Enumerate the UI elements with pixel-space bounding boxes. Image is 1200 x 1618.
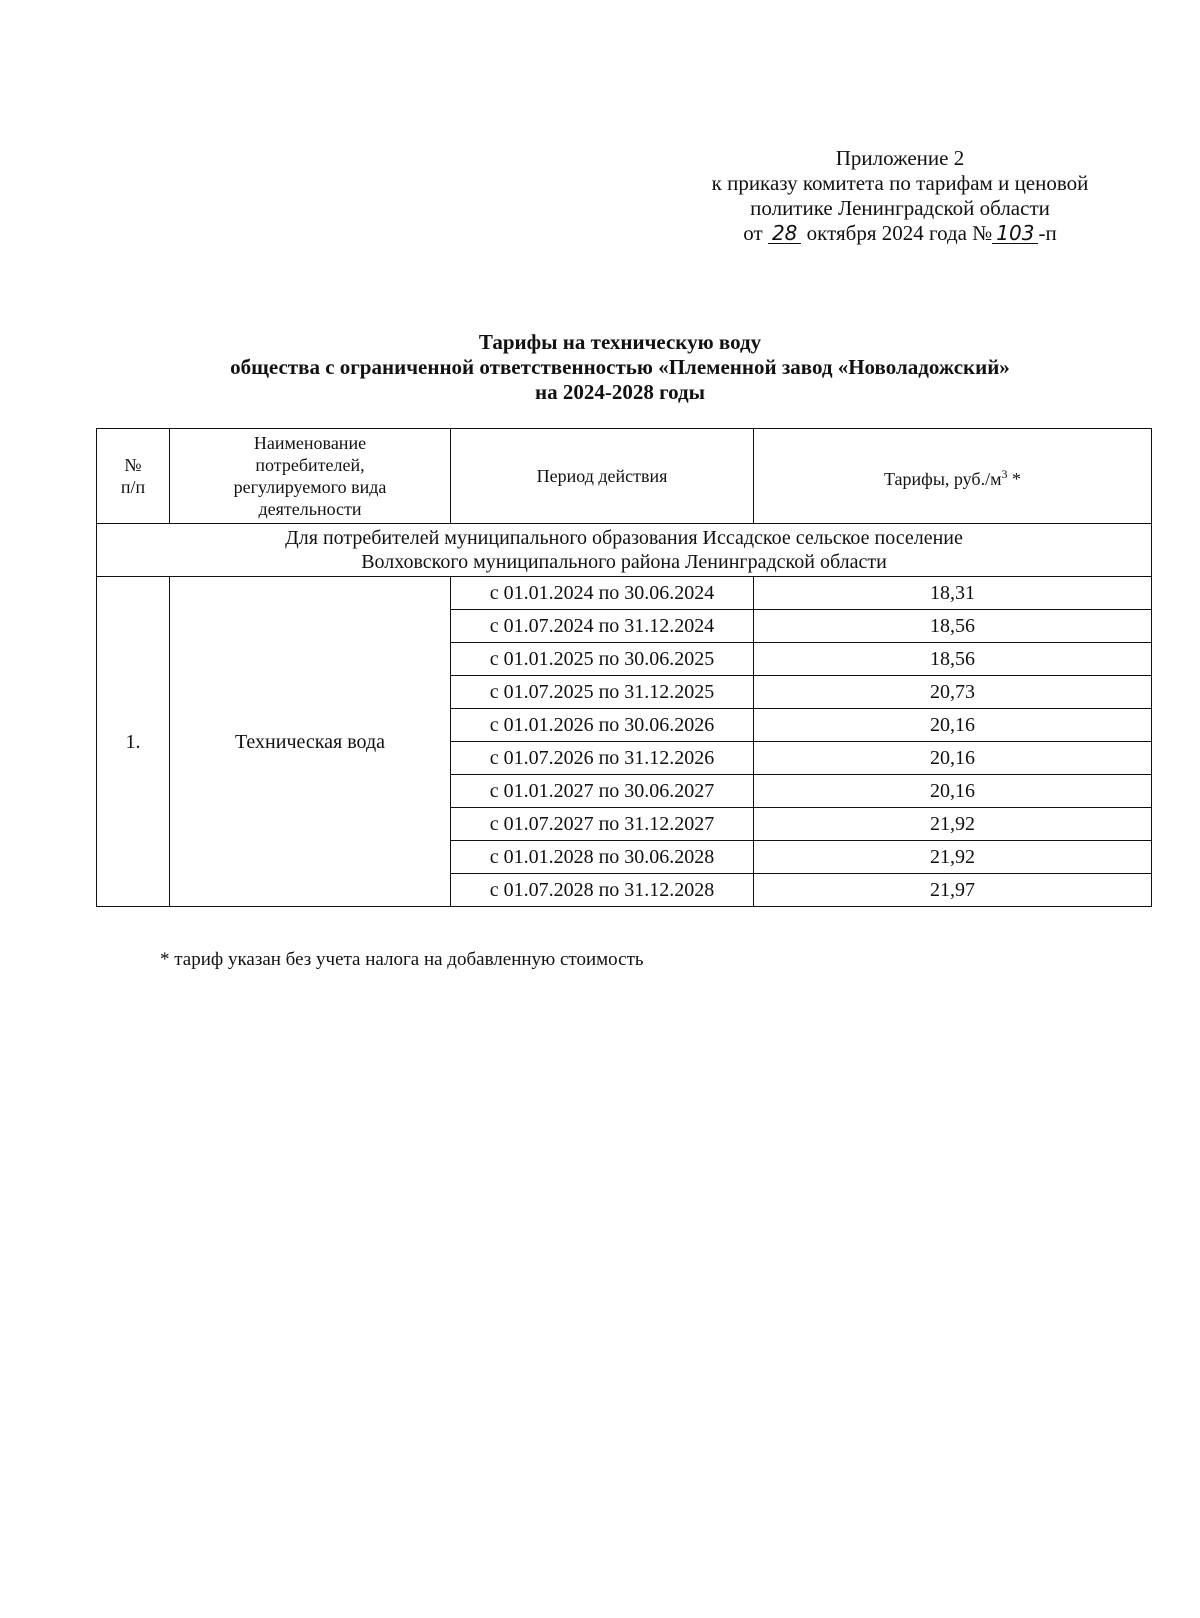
header-period: Период действия: [451, 429, 754, 524]
tariff-cell: 18,31: [754, 577, 1152, 610]
appendix-reference: к приказу комитета по тарифам и ценовой: [711, 171, 1089, 195]
period-cell: с 01.07.2027 по 31.12.2027: [451, 808, 754, 841]
consumer-group-line-1: Для потребителей муниципального образования Иссадское сельское поселение: [285, 527, 963, 549]
title-line-3: на 2024-2028 годы: [534, 380, 706, 404]
table-row: [97, 577, 1152, 610]
period-cell: с 01.01.2024 по 30.06.2024: [451, 577, 754, 610]
header-number-label: п/п: [120, 477, 146, 497]
tariff-cell: 18,56: [754, 643, 1152, 676]
row-number-cell: 1.: [97, 577, 170, 907]
header-consumer-name: [170, 429, 451, 524]
tariff-cell: 20,16: [754, 742, 1152, 775]
header-number: [97, 429, 170, 524]
appendix-block: [680, 146, 1120, 246]
tariff-cell: 18,56: [754, 610, 1152, 643]
header-number-sign: №: [124, 455, 142, 475]
handwritten-order-number: 103: [992, 223, 1038, 244]
period-cell: с 01.01.2025 по 30.06.2025: [451, 643, 754, 676]
document-title: [100, 330, 1140, 405]
header-name-line: регулируемого вида: [233, 477, 387, 497]
vat-footnote: * тариф указан без учета налога на добавленную стоимость: [160, 949, 644, 970]
date-prefix: от: [743, 221, 763, 245]
header-tariff-label: Тарифы, руб./м: [883, 468, 1002, 489]
consumer-group-line-2: Волховского муниципального района Ленинградской области: [361, 551, 887, 573]
title-line-2: общества с ограниченной ответственностью «Племенной завод «Новоладожский»: [230, 355, 1010, 379]
period-cell: с 01.07.2028 по 31.12.2028: [451, 874, 754, 907]
header-name-line: Наименование: [253, 433, 367, 453]
tariff-cell: 20,16: [754, 709, 1152, 742]
header-tariff-unit-power: 3: [1001, 466, 1008, 481]
period-cell: с 01.07.2025 по 31.12.2025: [451, 676, 754, 709]
header-tariff-footnote-mark: *: [1007, 468, 1021, 489]
period-cell: с 01.07.2024 по 31.12.2024: [451, 610, 754, 643]
activity-cell: Техническая вода: [170, 577, 451, 907]
appendix-title: Приложение 2: [835, 146, 965, 170]
tariff-cell: 21,92: [754, 841, 1152, 874]
period-cell: с 01.01.2028 по 30.06.2028: [451, 841, 754, 874]
period-cell: с 01.07.2026 по 31.12.2026: [451, 742, 754, 775]
header-tariff: [754, 429, 1152, 524]
handwritten-day: 28: [768, 223, 801, 244]
consumer-group-cell: [97, 524, 1152, 577]
period-cell: с 01.01.2026 по 30.06.2026: [451, 709, 754, 742]
appendix-committee: политике Ленинградской области: [750, 196, 1050, 220]
tariff-table: [96, 428, 1152, 907]
period-cell: с 01.01.2027 по 30.06.2027: [451, 775, 754, 808]
header-name-line: потребителей,: [255, 455, 365, 475]
tariff-cell: 20,16: [754, 775, 1152, 808]
tariff-cell: 21,97: [754, 874, 1152, 907]
order-number-suffix: -п: [1038, 221, 1057, 245]
table-header-row: [97, 429, 1152, 524]
appendix-date-line: [680, 221, 1120, 246]
tariff-cell: 20,73: [754, 676, 1152, 709]
tariff-cell: 21,92: [754, 808, 1152, 841]
date-middle: октября 2024 года №: [806, 221, 993, 245]
consumer-group-row: [97, 524, 1152, 577]
title-line-1: Тарифы на техническую воду: [478, 330, 762, 354]
header-name-line: деятельности: [258, 499, 362, 519]
